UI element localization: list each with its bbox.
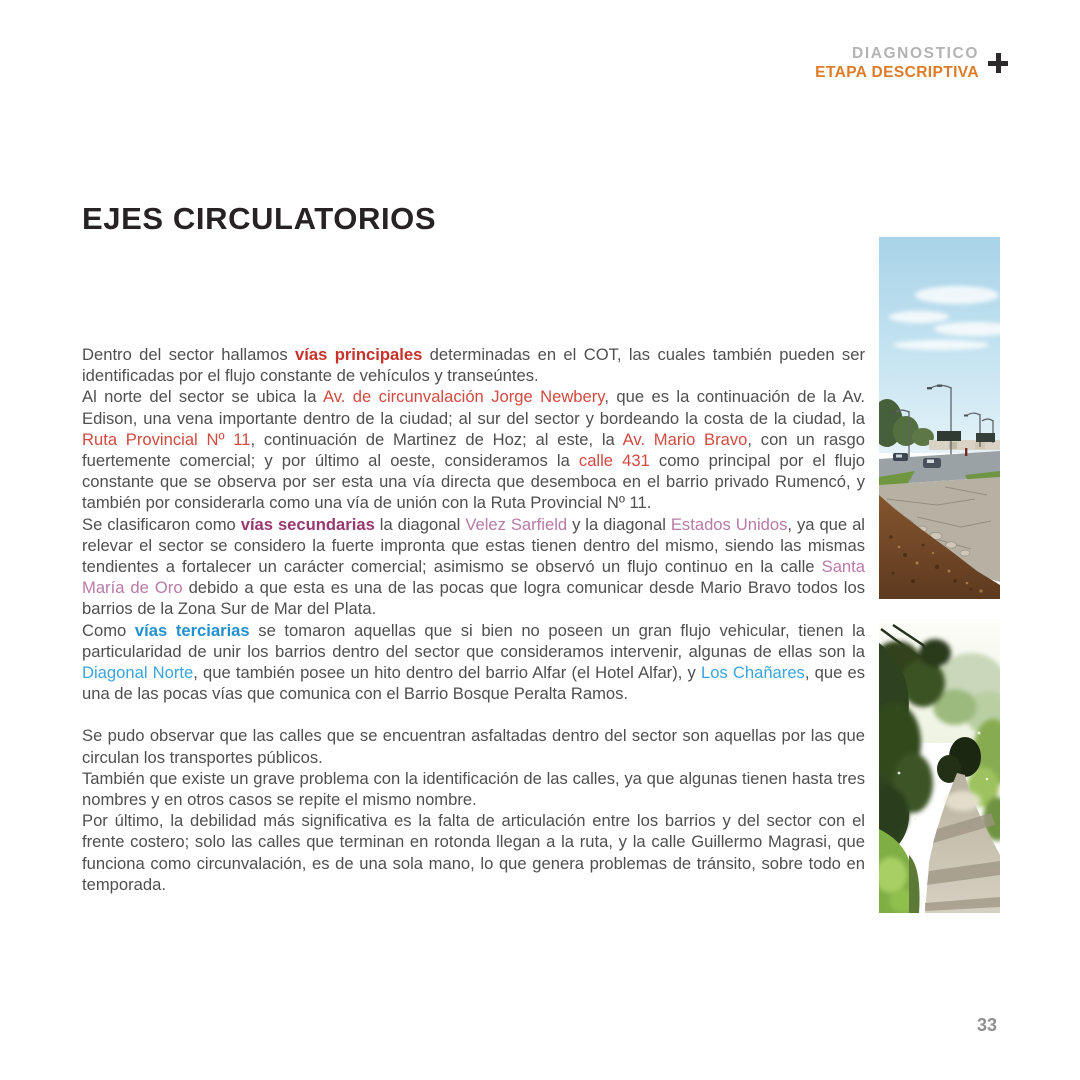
text-segment: , con un rasgo fuertemente comercial; y por último al oeste, consideramos la [82,429,865,471]
header-stage: ETAPA DESCRIPTIVA [815,64,979,81]
paragraph [82,344,865,386]
text-segment: , continuación de Martinez de Hoz; al este, la [250,429,623,449]
photo-dirt-road-illustration [879,623,1000,913]
text-segment: Se clasificaron como [82,514,241,534]
highlighted-text: Av. Mario Bravo [622,429,748,449]
text-segment: la diagonal [374,514,466,534]
text-segment: Se pudo observar que las calles que se encuentran asfaltadas dentro del sector son aquellas por las que circulan los transportes públicos. [82,726,865,767]
paragraph [82,514,865,620]
text-segment: , que es la continuación de la Av. Edison, una vena importante dentro de la ciudad; al sur del sector y bordeando la costa de la ciudad, la [82,387,865,428]
paragraph [82,386,865,513]
header-text [815,44,979,82]
text-segment: , que también posee un hito dentro del barrio Alfar (el Hotel Alfar), y [193,663,701,683]
highlighted-text: Los Chañares [700,663,805,683]
text-segment: Por último, la debilidad más significativa es la falta de articulación entre los barrios y del sector con el frente costero; solo las calles que terminan en rotonda llegan a la ruta, y la calle Guillermo Magrasi, que funciona como circunvalación, es de una sola mano, lo que genera problemas de tránsito, sobre todo en temporada. [82,811,865,894]
paragraph [82,620,865,705]
paragraph [82,725,865,767]
text-segment: Al norte del sector se ubica la [82,387,323,407]
highlighted-text: Diagonal Norte [82,663,194,683]
text-segment: También que existe un grave problema con la identificación de las calles, ya que algunas tienen hasta tres nombres y en otros casos se repite el mismo nombre. [82,768,865,810]
header [815,44,1008,82]
photo-dirt-road [879,623,1000,913]
plus-icon [988,53,1008,73]
highlighted-text: vías terciarias [134,620,250,640]
highlighted-text: vías principales [295,345,423,364]
photo-avenue-illustration [879,237,1000,599]
text-segment: debido a que esta es una de las pocas que logra comunicar desde Mario Bravo todos los barrios de la Zona Sur de Mar del Plata. [82,578,865,619]
highlighted-text: Velez Sarfield [465,514,568,534]
paragraph [82,768,865,810]
text-segment: y la diagonal [567,514,671,534]
photo-avenue [879,237,1000,599]
highlighted-text: calle 431 [578,451,650,471]
text-segment: Como [82,620,135,640]
page-title: EJES CIRCULATORIOS [82,201,437,236]
text-segment: se tomaron aquellas que si bien no poseen un gran flujo vehicular, tienen la particularidad de unir los barrios dentro del sector que consideramos intervenir, algunas de ellas son la [82,620,865,661]
body-text [82,344,865,895]
highlighted-text: Estados Unidos [670,514,788,534]
header-kicker: DIAGNOSTICO [852,45,979,62]
text-segment: , ya que al relevar el sector se considero la fuerte impronta que estas tienen dentro del mismo, siendo las mismas tendientes a fortalecer un carácter comercial; asimismo se observó un flujo continuo en la calle [82,514,865,577]
page-number: 33 [977,1015,998,1035]
text-segment: como principal por el flujo constante que se observa por ser esta una vía directa que desemboca en el barrio privado Rumencó, y también por considerarla como una vía de unión con la Ruta Provincial Nº 11. [82,451,865,513]
highlighted-text: vías secundarias [240,514,375,534]
text-segment: , que es una de las pocas vías que comunica con el Barrio Bosque Peralta Ramos. [82,663,865,704]
text-segment: determinadas en el COT, las cuales también pueden ser identificadas por el flujo constante de vehículos y transeúntes. [82,345,865,386]
paragraph [82,810,865,895]
highlighted-text: Ruta Provincial Nº 11 [82,429,251,449]
highlighted-text: Santa María de Oro [82,557,865,598]
highlighted-text: Av. de circunvalación Jorge Newbery [322,387,605,407]
text-segment: Dentro del sector hallamos [82,345,296,364]
